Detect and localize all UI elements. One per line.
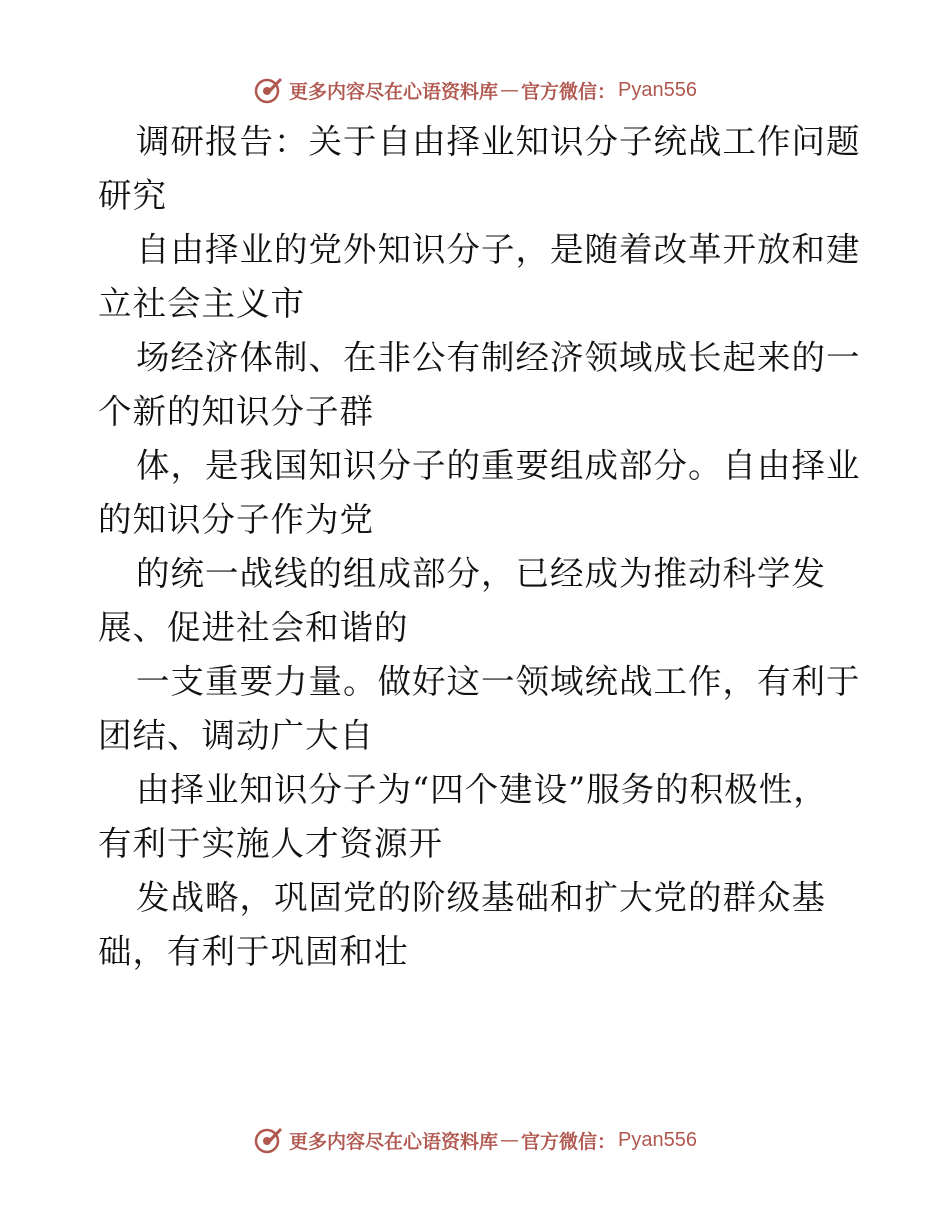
paragraph-line: 的知识分子作为党	[98, 500, 374, 539]
header-separator: —	[500, 79, 520, 101]
paragraph-line: 自由择业的党外知识分子，是随着改革开放和建	[136, 230, 861, 269]
footer-banner	[0, 1120, 950, 1160]
title-line-2: 研究	[98, 176, 167, 215]
quill-pen-circle-icon	[253, 1125, 283, 1155]
footer-brand: 更多内容尽在心语资料库	[289, 1130, 499, 1153]
paragraph-line: 的统一战线的组成部分，已经成为推动科学发	[136, 554, 826, 593]
title-line-1: 调研报告：关于自由择业知识分子统战工作问题	[136, 122, 861, 161]
paragraph-line: 一支重要力量。做好这一领域统战工作，有利于	[136, 662, 861, 701]
paragraph-line: 础，有利于巩固和壮	[98, 932, 409, 971]
paragraph-line: 个新的知识分子群	[98, 392, 374, 431]
footer-separator: —	[500, 1129, 520, 1151]
paragraph-line: 立社会主义市	[98, 284, 305, 323]
paragraph-line: 场经济体制、在非公有制经济领域成长起来的一	[136, 338, 861, 377]
header-wechat-id: Pyan556	[618, 78, 697, 101]
paragraph-line: 展、促进社会和谐的	[98, 608, 409, 647]
paragraph-line: 发战略，巩固党的阶级基础和扩大党的群众基	[136, 878, 826, 917]
paragraph-line: 体，是我国知识分子的重要组成部分。自由择业	[136, 446, 861, 485]
footer-wechat-id: Pyan556	[618, 1128, 697, 1151]
header-banner	[0, 70, 950, 110]
quill-pen-circle-icon	[253, 75, 283, 105]
header-brand: 更多内容尽在心语资料库	[289, 80, 499, 103]
footer-wechat-label: 官方微信：	[521, 1130, 617, 1153]
paragraph-line: 团结、调动广大自	[98, 716, 374, 755]
document-body	[98, 115, 861, 979]
paragraph-line: 由择业知识分子为“四个建设”服务的积极性，	[136, 770, 828, 809]
paragraph-line: 有利于实施人才资源开	[98, 824, 443, 863]
header-wechat-label: 官方微信：	[521, 80, 617, 103]
